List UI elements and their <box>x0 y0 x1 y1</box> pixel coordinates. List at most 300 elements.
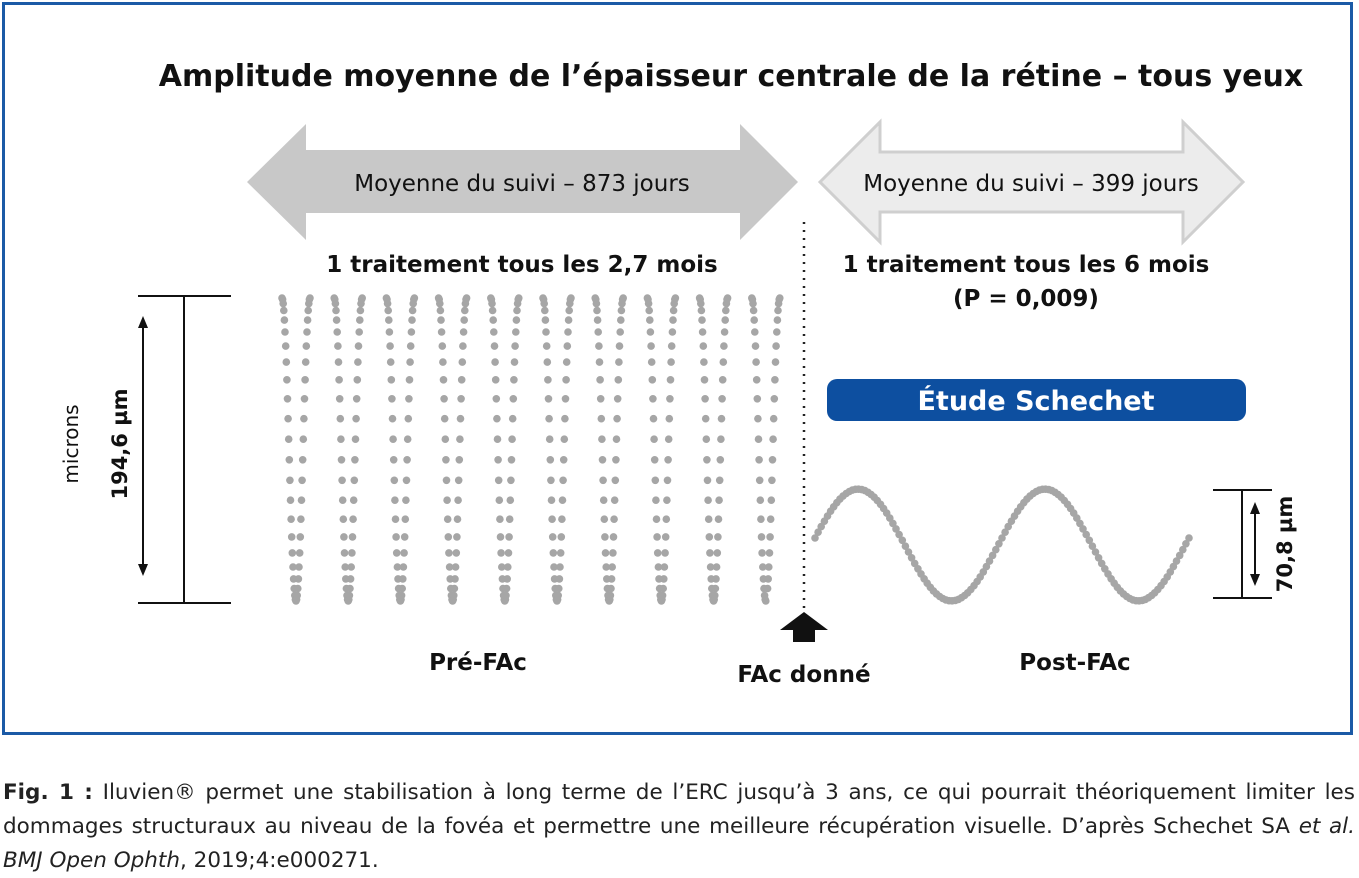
pre-fac-data-point <box>672 294 680 302</box>
pre-fac-data-point <box>546 435 554 443</box>
pre-fac-data-point <box>766 533 774 541</box>
pre-fac-data-point <box>650 435 658 443</box>
pre-fac-data-point <box>541 307 549 315</box>
post-amplitude-arrowhead-down <box>1250 574 1260 586</box>
pre-fac-data-point <box>282 342 290 350</box>
pre-fac-data-point <box>718 395 726 403</box>
pre-fac-data-point <box>293 592 301 600</box>
pre-fac-data-point <box>754 395 762 403</box>
pre-fac-data-point <box>561 415 569 423</box>
pre-fac-data-point <box>713 563 721 571</box>
pre-fac-data-point <box>614 395 622 403</box>
pre-fac-data-point <box>346 585 354 593</box>
pre-fac-data-point <box>340 533 348 541</box>
pre-fac-data-point <box>332 307 340 315</box>
pre-fac-data-point <box>384 307 392 315</box>
pre-fac-data-point <box>459 342 467 350</box>
caption-ref: , 2019;4:e000271. <box>180 848 379 873</box>
pre-fac-data-point <box>406 376 414 384</box>
pre-fac-data-point <box>455 477 463 485</box>
pre-fac-data-point <box>647 328 655 336</box>
pre-fac-data-point <box>647 342 655 350</box>
pre-fac-data-point <box>453 549 461 557</box>
pre-fac-data-point <box>438 328 446 336</box>
pre-fac-data-point <box>385 316 393 324</box>
pre-fac-data-point <box>544 376 552 384</box>
pre-fac-data-point <box>666 395 674 403</box>
pre-fac-data-point <box>663 515 671 523</box>
pre-fac-data-point <box>719 376 727 384</box>
pre-fac-data-point <box>702 415 710 423</box>
pre-fac-data-point <box>503 575 511 583</box>
pre-fac-data-point <box>611 496 619 504</box>
figure-caption <box>3 776 1355 878</box>
pre-fac-data-point <box>297 533 305 541</box>
pre-fac-data-point <box>659 592 667 600</box>
pre-fac-data-point <box>437 307 445 315</box>
pre-fac-data-point <box>286 477 294 485</box>
pre-fac-data-point <box>502 592 510 600</box>
pre-fac-data-point <box>303 342 311 350</box>
pre-fac-data-point <box>439 342 447 350</box>
pre-fac-data-point <box>456 456 464 464</box>
pre-fac-data-point <box>645 300 653 308</box>
pre-fac-data-point <box>459 358 467 366</box>
pre-fac-data-point <box>769 435 777 443</box>
pre-fac-data-point <box>772 358 780 366</box>
pre-fac-data-point <box>494 456 502 464</box>
pre-fac-data-point <box>294 585 302 593</box>
pre-fac-data-point <box>559 477 567 485</box>
pre-fac-data-point <box>443 477 451 485</box>
pre-fac-data-point <box>555 585 563 593</box>
pre-fac-data-point <box>543 342 551 350</box>
pre-fac-data-point <box>386 328 394 336</box>
pre-fac-data-point <box>650 415 658 423</box>
pre-fac-data-point <box>512 328 520 336</box>
pre-fac-data-point <box>698 316 706 324</box>
pre-fac-data-point <box>510 376 518 384</box>
pre-fac-data-point <box>755 435 763 443</box>
pre-fac-data-point <box>404 435 412 443</box>
pre-fac-data-point <box>332 300 340 308</box>
pre-fac-data-point <box>619 294 627 302</box>
pre-fac-data-point <box>666 415 674 423</box>
pre-fac-data-point <box>392 515 400 523</box>
pre-fac-data-point <box>353 395 361 403</box>
pre-fac-data-point <box>451 575 459 583</box>
pre-fac-data-point <box>399 575 407 583</box>
pre-fac-data-point <box>613 415 621 423</box>
pre-amplitude-arrowhead-up <box>138 316 148 328</box>
pre-fac-data-point <box>387 358 395 366</box>
pre-fac-data-point <box>557 549 565 557</box>
study-badge-label: Étude Schechet <box>917 386 1155 417</box>
pre-fac-data-point <box>768 496 776 504</box>
caption-lead: Fig. 1 : <box>3 780 93 805</box>
pre-fac-data-point <box>336 395 344 403</box>
pre-fac-data-point <box>457 415 465 423</box>
pre-fac-data-point <box>491 342 499 350</box>
chart-title: Amplitude moyenne de l’épaisseur centrale de la rétine – tous yeux <box>158 59 1304 94</box>
pre-fac-data-point <box>283 358 291 366</box>
pre-fac-data-point <box>594 328 602 336</box>
pre-fac-data-point <box>440 376 448 384</box>
pre-fac-data-point <box>496 496 504 504</box>
pre-fac-data-point <box>561 435 569 443</box>
pre-fac-data-point <box>700 342 708 350</box>
pre-fac-data-point <box>403 456 411 464</box>
pre-fac-data-point <box>613 435 621 443</box>
p-value-label: (P = 0,009) <box>953 286 1099 312</box>
pre-fac-data-point <box>351 456 359 464</box>
pre-fac-data-point <box>601 533 609 541</box>
pre-amplitude-label: 194,6 µm <box>108 388 132 500</box>
pre-fac-data-point <box>489 307 497 315</box>
pre-fac-data-point <box>511 358 519 366</box>
pre-fac-data-point <box>346 592 354 600</box>
pre-fac-data-point <box>597 395 605 403</box>
pre-fac-data-point <box>405 415 413 423</box>
pre-fac-data-point <box>354 358 362 366</box>
pre-fac-data-point <box>457 395 465 403</box>
pre-fac-data-point <box>554 592 562 600</box>
pre-fac-data-point <box>718 415 726 423</box>
pre-fac-data-point <box>560 456 568 464</box>
pre-fac-data-point <box>306 294 314 302</box>
pre-fac-data-point <box>562 395 570 403</box>
pre-fac-data-point <box>616 328 624 336</box>
pre-fac-data-point <box>456 435 464 443</box>
pre-fac-data-point <box>664 456 672 464</box>
pre-fac-data-point <box>402 515 410 523</box>
pre-fac-data-point <box>510 395 518 403</box>
pre-fac-data-point <box>389 435 397 443</box>
pre-fac-data-point <box>400 549 408 557</box>
pre-fac-data-point <box>558 533 566 541</box>
post-amplitude-label: 70,8 µm <box>1273 495 1297 593</box>
pre-fac-data-point <box>615 358 623 366</box>
pre-fac-data-point <box>564 342 572 350</box>
pre-fac-data-point <box>389 415 397 423</box>
pre-fac-data-point <box>698 307 706 315</box>
pre-fac-data-point <box>508 456 516 464</box>
pre-fac-data-point <box>565 316 573 324</box>
pre-fac-data-point <box>768 477 776 485</box>
pre-fac-data-point <box>567 294 575 302</box>
pre-fac-data-point <box>335 358 343 366</box>
pre-fac-data-point <box>350 496 358 504</box>
pre-fac-data-point <box>351 477 359 485</box>
pre-fac-data-point <box>649 376 657 384</box>
pre-fac-data-point <box>724 294 732 302</box>
pre-fac-data-point <box>458 376 466 384</box>
pre-fac-data-point <box>452 563 460 571</box>
pre-fac-data-point <box>596 376 604 384</box>
pre-fac-data-point <box>301 376 309 384</box>
pre-fac-data-point <box>714 533 722 541</box>
pre-fac-data-point <box>505 549 513 557</box>
pre-fac-data-point <box>550 549 558 557</box>
pre-fac-data-point <box>354 376 362 384</box>
pre-fac-data-point <box>565 307 573 315</box>
pre-fac-data-point <box>549 533 557 541</box>
pre-fac-data-point <box>770 415 778 423</box>
pre-fac-data-point <box>508 435 516 443</box>
pre-fac-data-point <box>298 477 306 485</box>
pre-fac-data-point <box>659 585 667 593</box>
pre-fac-data-point <box>705 515 713 523</box>
pre-fac-data-point <box>548 496 556 504</box>
pre-fac-data-point <box>618 307 626 315</box>
pre-fac-data-point <box>335 376 343 384</box>
pre-fac-data-point <box>712 575 720 583</box>
pre-fac-data-point <box>648 358 656 366</box>
pre-fac-data-point <box>562 376 570 384</box>
pre-fac-data-point <box>771 395 779 403</box>
pre-fac-data-point <box>598 415 606 423</box>
pre-fac-data-point <box>706 533 714 541</box>
pre-fac-data-point <box>542 316 550 324</box>
pre-fac-data-point <box>355 328 363 336</box>
pre-fac-data-point <box>288 533 296 541</box>
pre-fac-data-point <box>442 456 450 464</box>
pre-fac-data-point <box>287 496 295 504</box>
pre-fac-data-point <box>281 316 289 324</box>
pre-fac-data-point <box>355 342 363 350</box>
pre-fac-data-point <box>653 533 661 541</box>
pre-fac-data-point <box>563 358 571 366</box>
pre-fac-data-point <box>509 415 517 423</box>
y-axis-label: microns <box>59 404 83 484</box>
post-fac-data-point <box>1185 534 1193 542</box>
pre-fac-data-point <box>764 585 772 593</box>
pre-fac-data-point <box>340 515 348 523</box>
pre-fac-data-point <box>386 342 394 350</box>
pre-fac-data-point <box>773 328 781 336</box>
pre-fac-data-point <box>333 328 341 336</box>
pre-fac-data-point <box>356 316 364 324</box>
pre-fac-data-point <box>598 435 606 443</box>
pre-fac-data-point <box>721 316 729 324</box>
pre-fac-data-point <box>703 435 711 443</box>
pre-followup-label: Moyenne du suivi – 873 jours <box>354 171 690 197</box>
pre-fac-data-point <box>669 328 677 336</box>
pre-fac-data-point <box>757 515 765 523</box>
pre-fac-data-point <box>304 316 312 324</box>
pre-fac-data-point <box>757 496 765 504</box>
pre-fac-data-point <box>771 376 779 384</box>
pre-fac-data-point <box>545 415 553 423</box>
pre-fac-data-point <box>333 316 341 324</box>
pre-fac-data-point <box>497 533 505 541</box>
pre-fac-data-point <box>513 316 521 324</box>
pre-fac-data-point <box>715 496 723 504</box>
post-treatment-label: 1 traitement tous les 6 mois <box>842 252 1210 278</box>
pre-fac-data-point <box>391 477 399 485</box>
pre-fac-data-point <box>460 328 468 336</box>
pre-fac-data-point <box>699 328 707 336</box>
fac-given-label: FAc donné <box>737 662 871 688</box>
pre-fac-data-point <box>287 515 295 523</box>
pre-fac-data-point <box>652 496 660 504</box>
pre-fac-data-point <box>408 316 416 324</box>
pre-fac-data-point <box>401 533 409 541</box>
pre-fac-data-point <box>388 395 396 403</box>
pre-fac-data-point <box>300 415 308 423</box>
pre-fac-data-point <box>645 307 653 315</box>
pre-fac-data-point <box>488 300 496 308</box>
pre-fac-data-point <box>704 496 712 504</box>
pre-fac-data-point <box>437 316 445 324</box>
pre-fac-data-point <box>756 477 764 485</box>
pre-fac-data-point <box>651 456 659 464</box>
pre-fac-data-point <box>338 477 346 485</box>
pre-fac-data-point <box>289 549 297 557</box>
pre-fac-data-point <box>595 342 603 350</box>
caption-etal: et al. <box>1298 814 1355 839</box>
pre-fac-data-point <box>609 549 617 557</box>
pre-fac-data-point <box>347 575 355 583</box>
pre-fac-data-point <box>701 395 709 403</box>
pre-fac-data-point <box>337 435 345 443</box>
pre-fac-data-point <box>617 316 625 324</box>
pre-fac-data-point <box>490 328 498 336</box>
pre-fac-data-point <box>664 477 672 485</box>
pre-fac-data-point <box>752 342 760 350</box>
post-amplitude-arrowhead-up <box>1250 502 1260 514</box>
pre-fac-data-point <box>451 585 459 593</box>
pre-fac-data-point <box>661 563 669 571</box>
pre-fac-data-point <box>749 300 757 308</box>
pre-fac-data-point <box>769 456 777 464</box>
pre-fac-data-point <box>649 395 657 403</box>
pre-fac-data-point <box>608 575 616 583</box>
pre-fac-data-point <box>670 307 678 315</box>
pre-fac-data-point <box>279 300 287 308</box>
pre-fac-data-point <box>337 415 345 423</box>
pre-fac-data-point <box>720 342 728 350</box>
pre-fac-data-point <box>602 549 610 557</box>
pre-fac-data-point <box>390 456 398 464</box>
pre-fac-data-point <box>445 549 453 557</box>
pre-fac-data-point <box>352 435 360 443</box>
pre-fac-data-point <box>439 358 447 366</box>
pre-fac-data-point <box>660 575 668 583</box>
pre-fac-data-point <box>559 496 567 504</box>
pre-fac-data-point <box>504 563 512 571</box>
pre-fac-data-point <box>444 515 452 523</box>
pre-fac-data-point <box>669 316 677 324</box>
pre-fac-data-point <box>334 342 342 350</box>
pre-fac-data-point <box>505 533 513 541</box>
pre-fac-data-point <box>665 435 673 443</box>
pre-fac-data-point <box>443 496 451 504</box>
pre-fac-data-point <box>507 477 515 485</box>
pre-fac-data-point <box>720 358 728 366</box>
pre-fac-data-point <box>774 307 782 315</box>
pre-fac-data-point <box>600 496 608 504</box>
pre-fac-data-point <box>454 496 462 504</box>
pre-fac-data-point <box>593 307 601 315</box>
pre-fac-data-point <box>547 456 555 464</box>
pre-fac-data-point <box>296 549 304 557</box>
pre-fac-data-point <box>772 342 780 350</box>
pre-fac-data-point <box>460 316 468 324</box>
pre-fac-data-point <box>715 515 723 523</box>
pre-fac-data-point <box>454 515 462 523</box>
pre-fac-data-point <box>599 456 607 464</box>
pre-fac-data-point <box>766 549 774 557</box>
pre-fac-data-point <box>388 376 396 384</box>
pre-fac-data-point <box>298 496 306 504</box>
pre-fac-data-point <box>408 328 416 336</box>
pre-fac-data-point <box>391 496 399 504</box>
pre-fac-data-point <box>616 342 624 350</box>
pre-fac-data-point <box>398 585 406 593</box>
pre-fac-data-point <box>544 358 552 366</box>
data-points <box>278 294 1193 605</box>
pre-fac-data-point <box>545 395 553 403</box>
pre-fac-data-point <box>758 533 766 541</box>
pre-fac-data-point <box>491 358 499 366</box>
pre-fac-data-point <box>612 477 620 485</box>
pre-fac-data-point <box>754 415 762 423</box>
pre-fac-data-point <box>701 376 709 384</box>
pre-fac-data-point <box>398 592 406 600</box>
pre-fac-data-point <box>403 477 411 485</box>
pre-fac-data-point <box>453 533 461 541</box>
pre-fac-data-point <box>295 575 303 583</box>
pre-fac-data-point <box>358 294 366 302</box>
pre-fac-data-point <box>752 358 760 366</box>
pre-fac-data-point <box>284 395 292 403</box>
pre-fac-data-point <box>712 585 720 593</box>
pre-fac-data-point <box>607 592 615 600</box>
pre-fac-data-point <box>610 515 618 523</box>
pre-fac-data-point <box>496 515 504 523</box>
pre-fac-data-point <box>776 294 784 302</box>
pre-fac-data-point <box>400 563 408 571</box>
pre-fac-data-point <box>547 477 555 485</box>
pre-fac-data-point <box>445 533 453 541</box>
pre-fac-data-point <box>767 515 775 523</box>
pre-fac-data-point <box>774 316 782 324</box>
pre-fac-data-point <box>596 358 604 366</box>
pre-fac-data-point <box>704 477 712 485</box>
pre-fac-data-point <box>700 358 708 366</box>
pre-fac-data-point <box>714 549 722 557</box>
caption-text: Iluvien® permet une stabilisation à long terme de l’ERC jusqu’à 3 ans, ce qui pourrait théoriquement limiter les dommages structuraux au niveau de la fovéa et permettre une meilleure récupération visuelle. D’après Schechet SA <box>3 780 1355 839</box>
post-fac-label: Post-FAc <box>1019 650 1131 676</box>
pre-fac-data-point <box>357 307 365 315</box>
pre-fac-data-point <box>407 342 415 350</box>
pre-fac-data-point <box>667 376 675 384</box>
pre-fac-data-point <box>721 328 729 336</box>
caption-journal: BMJ Open Ophth <box>3 848 180 873</box>
pre-fac-data-point <box>548 515 556 523</box>
pre-fac-data-point <box>392 533 400 541</box>
pre-fac-data-point <box>717 435 725 443</box>
pre-fac-data-point <box>493 415 501 423</box>
pre-fac-data-point <box>492 376 500 384</box>
pre-fac-data-point <box>489 316 497 324</box>
pre-fac-data-point <box>284 415 292 423</box>
pre-fac-data-point <box>515 294 523 302</box>
pre-fac-data-point <box>402 496 410 504</box>
pre-fac-data-point <box>440 395 448 403</box>
pre-fac-data-point <box>652 477 660 485</box>
